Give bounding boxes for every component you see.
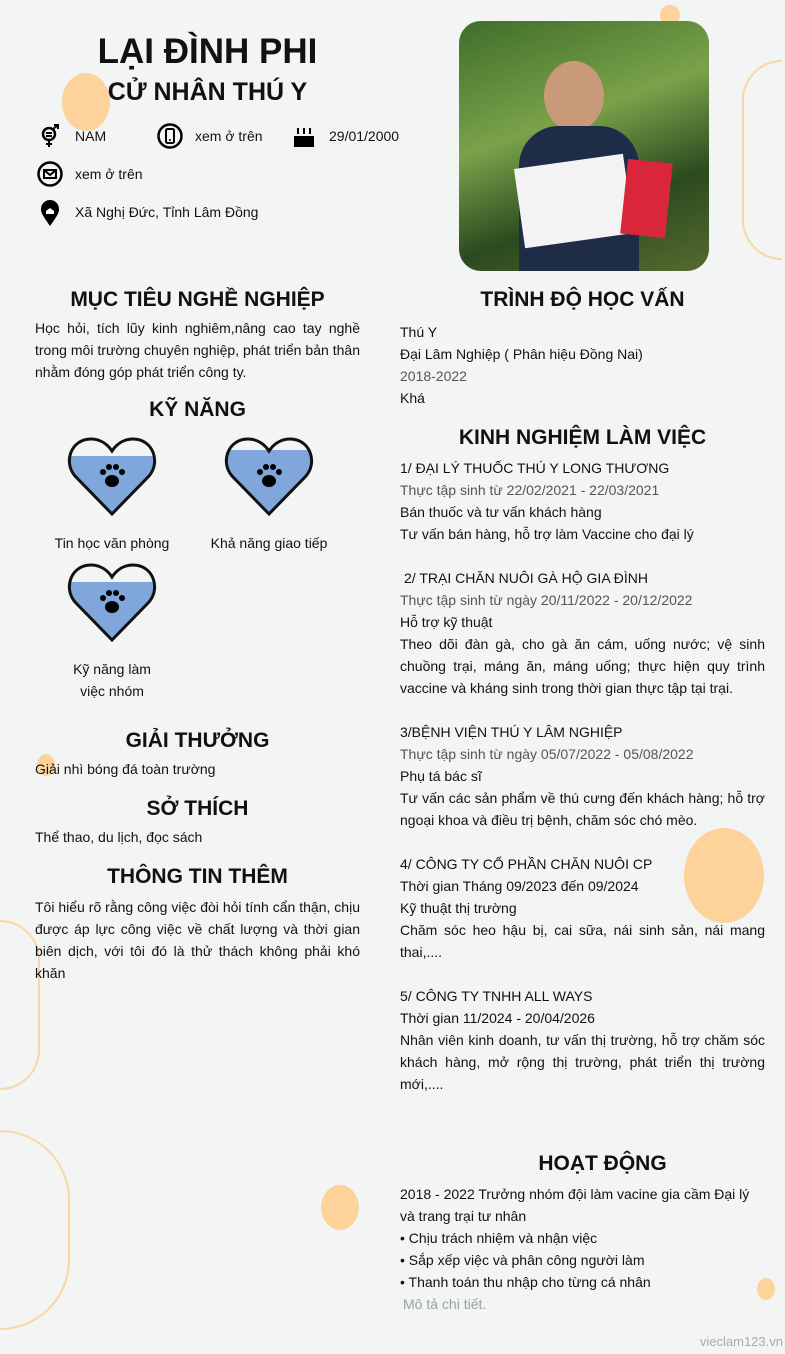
experience-role: Bán thuốc và tư vấn khách hàng (400, 504, 602, 520)
experience-company: 5/ CÔNG TY TNHH ALL WAYS (400, 988, 593, 1004)
experience-item (400, 853, 765, 963)
gender-value: NAM (75, 128, 107, 144)
activity-line: • Sắp xếp việc và phân công người làm (400, 1252, 645, 1268)
education-years: 2018-2022 (400, 368, 467, 384)
experience-desc: Tư vấn bán hàng, hỗ trợ làm Vaccine cho đại lý (400, 526, 694, 542)
left-column-lower (35, 728, 360, 984)
experience-company: 1/ ĐẠI LÝ THUỐC THÚ Y LONG THƯƠNG (400, 460, 670, 476)
left-column (35, 287, 360, 423)
email-icon (37, 161, 63, 187)
heart-paw-icon (67, 562, 157, 644)
experience-list (400, 457, 765, 1095)
decor-ring (0, 1130, 70, 1330)
birthday-cake-icon (291, 123, 317, 149)
education-grade: Khá (400, 390, 425, 406)
location-pin-icon (37, 199, 63, 225)
activity-line: • Chịu trách nhiệm và nhận việc (400, 1230, 598, 1246)
skills-heading: KỸ NĂNG (149, 398, 246, 421)
decor-ring (742, 60, 782, 260)
heart-paw-icon (224, 436, 314, 518)
experience-role: Kỹ thuật thị trường (400, 900, 517, 916)
hobbies-heading: SỞ THÍCH (146, 797, 249, 820)
experience-time: Thời gian 11/2024 - 20/04/2026 (400, 1010, 595, 1026)
more-info-heading: THÔNG TIN THÊM (107, 865, 288, 888)
objective-heading: MỤC TIÊU NGHỀ NGHIỆP (70, 288, 325, 311)
skill-label: Tin học văn phòng (54, 535, 170, 551)
awards-text: Giải nhì bóng đá toàn trường (35, 761, 216, 777)
education-school: Đại Lâm Nghiệp ( Phân hiệu Đồng Nai) (400, 346, 643, 362)
experience-item (400, 457, 765, 545)
awards-heading: GIẢI THƯỞNG (125, 729, 270, 752)
education-major: Thú Y (400, 324, 438, 340)
objective-text: Học hỏi, tích lũy kinh nghiêm,nâng cao tay nghề trong môi trường chuyên nghiệp, phát triển bản thân nhằm đóng góp phát triển công ty. (35, 320, 360, 380)
skill-item (32, 562, 192, 702)
watermark: vieclam123.vn (699, 1334, 783, 1349)
more-info-text: Tôi hiểu rõ rằng công việc đòi hỏi tính cẩn thận, chịu được áp lực công việc về chất lượng và thời gian biên dịch, với tôi đó là thử thách không phải khó khăn (35, 899, 360, 981)
experience-item (400, 567, 765, 699)
experience-company: 2/ TRẠI CHĂN NUÔI GÀ HỘ GIA ĐÌNH (404, 570, 649, 586)
activity-placeholder: Mô tả chi tiết. (403, 1296, 487, 1312)
experience-time: Thời gian Tháng 09/2023 đến 09/2024 (400, 878, 639, 894)
experience-role: Hỗ trợ kỹ thuật (400, 614, 493, 630)
experience-time: Thực tập sinh từ 22/02/2021 - 22/03/2021 (400, 482, 660, 498)
experience-desc: Theo dõi đàn gà, cho gà ăn cám, uống nước; vệ sinh chuồng trại, máng ăn, máng uống; thực hiện quy trình vaccine và kháng sinh trong thời gian thực tập tại trại. (400, 636, 765, 696)
phone-icon (157, 123, 183, 149)
activity-line: • Thanh toán thu nhập cho từng cá nhân (400, 1274, 651, 1290)
experience-company: 3/BỆNH VIỆN THÚ Y LÂM NGHIỆP (400, 724, 623, 740)
skill-label: Khả năng giao tiếp (210, 535, 328, 551)
experience-time: Thực tập sinh từ ngày 05/07/2022 - 05/08/2022 (400, 746, 694, 762)
contact-info (37, 117, 437, 231)
skill-item (32, 436, 192, 554)
experience-desc: Chăm sóc heo hậu bị, cai sữa, nái sinh sản, nái mang thai,.... (400, 922, 765, 960)
education-heading: TRÌNH ĐỘ HỌC VẤN (480, 288, 685, 311)
decor-dot (321, 1185, 359, 1230)
candidate-name: LẠI ĐÌNH PHI (97, 32, 318, 71)
activities-section (400, 1151, 765, 1315)
candidate-title: CỬ NHÂN THÚ Y (107, 78, 308, 106)
experience-desc: Tư vấn các sản phẩm về thú cưng đến khách hàng; hỗ trợ ngoại khoa và điều trị bệnh, chăm sóc chó mèo. (400, 790, 765, 828)
decor-ring (0, 920, 40, 1090)
right-column (400, 287, 765, 1315)
experience-desc: Nhân viên kinh doanh, tư vấn thị trường, hỗ trợ chăm sóc khách hàng, mở rộng thị trường, phát triển thị trường mới,.... (400, 1032, 765, 1092)
gender-icon (37, 123, 63, 149)
activities-heading: HOẠT ĐỘNG (538, 1152, 667, 1175)
experience-item (400, 721, 765, 831)
experience-heading: KINH NGHIỆM LÀM VIỆC (458, 426, 707, 449)
skill-item (189, 436, 349, 554)
experience-time: Thực tập sinh từ ngày 20/11/2022 - 20/12/2022 (400, 592, 693, 608)
experience-item (400, 985, 765, 1095)
profile-photo (459, 21, 709, 271)
experience-company: 4/ CÔNG TY CỔ PHẦN CHĂN NUÔI CP (400, 856, 653, 872)
birthday-value: 29/01/2000 (329, 128, 400, 144)
phone-value: xem ở trên (195, 128, 263, 144)
address-value: Xã Nghị Đức, Tỉnh Lâm Đồng (75, 204, 259, 220)
email-value: xem ở trên (75, 166, 143, 182)
experience-role: Phụ tá bác sĩ (400, 768, 482, 784)
hobbies-text: Thể thao, du lịch, đọc sách (35, 829, 203, 845)
skill-label: Kỹ năng làm việc nhóm (73, 661, 151, 699)
activity-line: 2018 - 2022 Trưởng nhóm đội làm vacine gia cầm Đại lý và trang trại tư nhân (400, 1186, 750, 1224)
heart-paw-icon (67, 436, 157, 518)
